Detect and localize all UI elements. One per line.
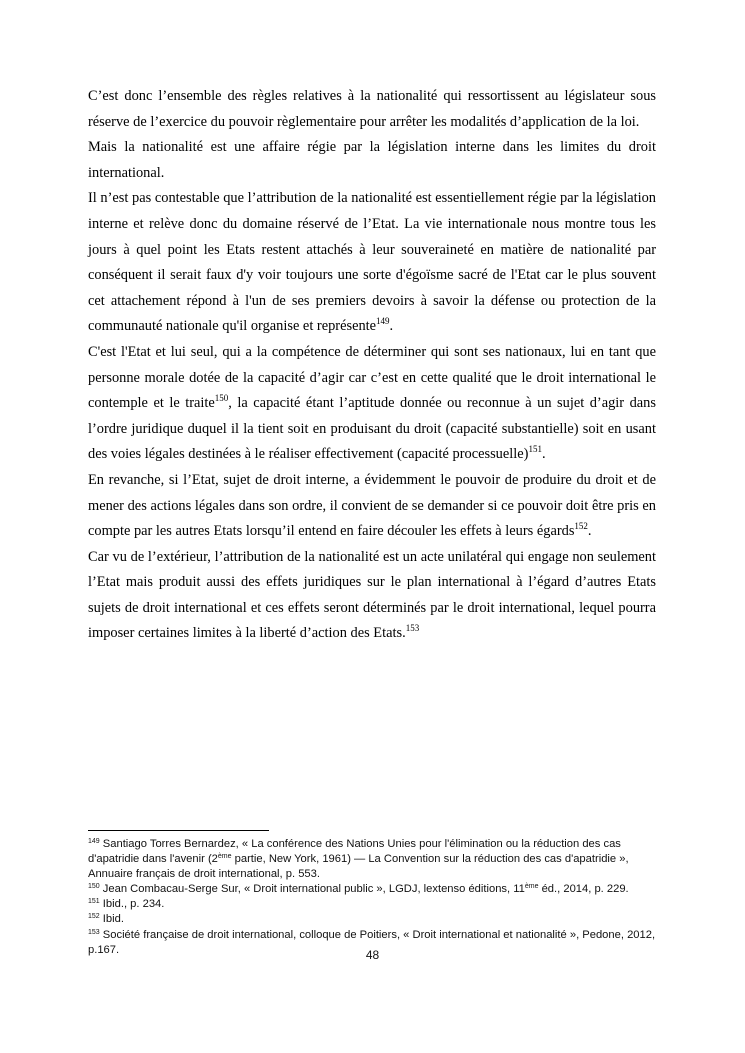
paragraph-5-end: . xyxy=(587,523,592,540)
paragraph-6 xyxy=(88,545,656,647)
page-number: 48 xyxy=(365,948,380,962)
paragraph-6-text: Car vu de l’extérieur, l’attribution de la nationalité est un acte unilatéral qui engage non seulement l’Etat mais produit aussi des effets juridiques sur le plan international à l’égard d’autres Etats sujets de droit international et ces effets seront déterminés par le droit international, lequel pourra imposer certaines limites à la liberté d’action des Etats. xyxy=(88,548,656,642)
paragraph-5 xyxy=(88,468,656,545)
paragraph-3-end: . xyxy=(389,318,394,335)
paragraph-4-text-a: C'est l'Etat et lui seul, qui a la compétence de déterminer qui sont ses nationaux, lui en tant que personne morale dotée de la capacité d’agir car c’est en cette qualité que le droit international le contemple et le traite xyxy=(88,343,656,412)
footnote-151 xyxy=(88,897,656,912)
footnote-text: Santiago Torres Bernardez, « La conférence des Nations Unies pour l'élimination ou la réduction des cas d'apatridie dans l'avenir (2 xyxy=(88,838,621,866)
ordinal-suffix: ème xyxy=(524,883,539,891)
paragraph-4-text-b: , la capacité étant l’aptitude donnée ou reconnue à un sujet d’agir dans l’ordre juridique duquel il la tient soit en produisant du droit (capacité substantielle) soit en usant des voies légales destinées à le réaliser effectivement (capacité processuelle) xyxy=(88,395,656,463)
footnote-text: Ibid. xyxy=(99,913,124,926)
paragraph-5-text: En revanche, si l’Etat, sujet de droit interne, a évidemment le pouvoir de produire du droit et de mener des actions légales dans son ordre, il convient de se demander si ce pouvoir doit être pris en compte par les autres Etats lorsqu’il entend en faire découler les effets à leurs égards xyxy=(88,471,656,540)
footnote-ref-153[interactable]: 153 xyxy=(405,623,420,634)
footnote-ref-150[interactable]: 150 xyxy=(214,393,229,404)
footnote-text: partie, New York, 1961) — La Convention sur la réduction des cas d'apatridie », Annuaire français de droit international, p. 553. xyxy=(88,853,629,881)
paragraph-3-text: Il n’est pas contestable que l’attribution de la nationalité est essentiellement régie par la législation interne et relève donc du domaine réservé de l’Etat. La vie internationale nous montre tous les jours à quel point les Etats restent attachés à leur souveraineté en matière de nationalité par conséquent il serait faux d'y voir toujours une sorte d'égoïsme sacré de l'Etat car le plus souvent cet attachement répond à l'un de ses premiers devoirs à savoir la défense ou protection de la communauté nationale qu'il organise et représente xyxy=(88,190,656,335)
footnote-number: 149 xyxy=(88,838,100,845)
footnote-text: Jean Combacau-Serge Sur, « Droit international public », LGDJ, lextenso éditions, 11 xyxy=(99,883,525,896)
footnote-number: 152 xyxy=(88,913,100,921)
footnote-ref-152[interactable]: 152 xyxy=(574,521,588,532)
paragraph-4-end: . xyxy=(541,446,546,463)
footnote-number: 153 xyxy=(88,928,100,936)
paragraph-2 xyxy=(88,135,656,186)
paragraph-1 xyxy=(88,84,656,135)
footnote-ref-149[interactable]: 149 xyxy=(376,316,390,327)
paragraph-3 xyxy=(88,186,656,340)
footnote-152 xyxy=(88,912,656,927)
footnote-ref-151[interactable]: 151 xyxy=(528,444,542,455)
footnote-text: Ibid., p. 234. xyxy=(99,898,165,911)
paragraph-4 xyxy=(88,340,656,468)
footnote-separator xyxy=(88,830,269,831)
footnote-text: éd., 2014, p. 229. xyxy=(538,883,629,896)
footnote-number: 151 xyxy=(88,898,100,906)
footnote-149 xyxy=(88,837,656,882)
footnote-150 xyxy=(88,882,656,897)
paragraph-2-text: Mais la nationalité est une affaire régie par la législation interne dans les limites du droit international. xyxy=(88,139,656,181)
ordinal-suffix: ème xyxy=(217,853,232,861)
footnote-text: Société française de droit international, colloque de Poitiers, « Droit international et nationalité », Pedone, 2012, p.167. xyxy=(88,928,656,956)
footnotes xyxy=(88,830,656,958)
paragraph-1-text: C’est donc l’ensemble des règles relatives à la nationalité qui ressortissent au législateur sous réserve de l’exercice du pouvoir règlementaire pour arrêter les modalités d’application de la loi. xyxy=(88,88,656,130)
footnote-number: 150 xyxy=(88,883,100,891)
main-text xyxy=(88,84,656,647)
